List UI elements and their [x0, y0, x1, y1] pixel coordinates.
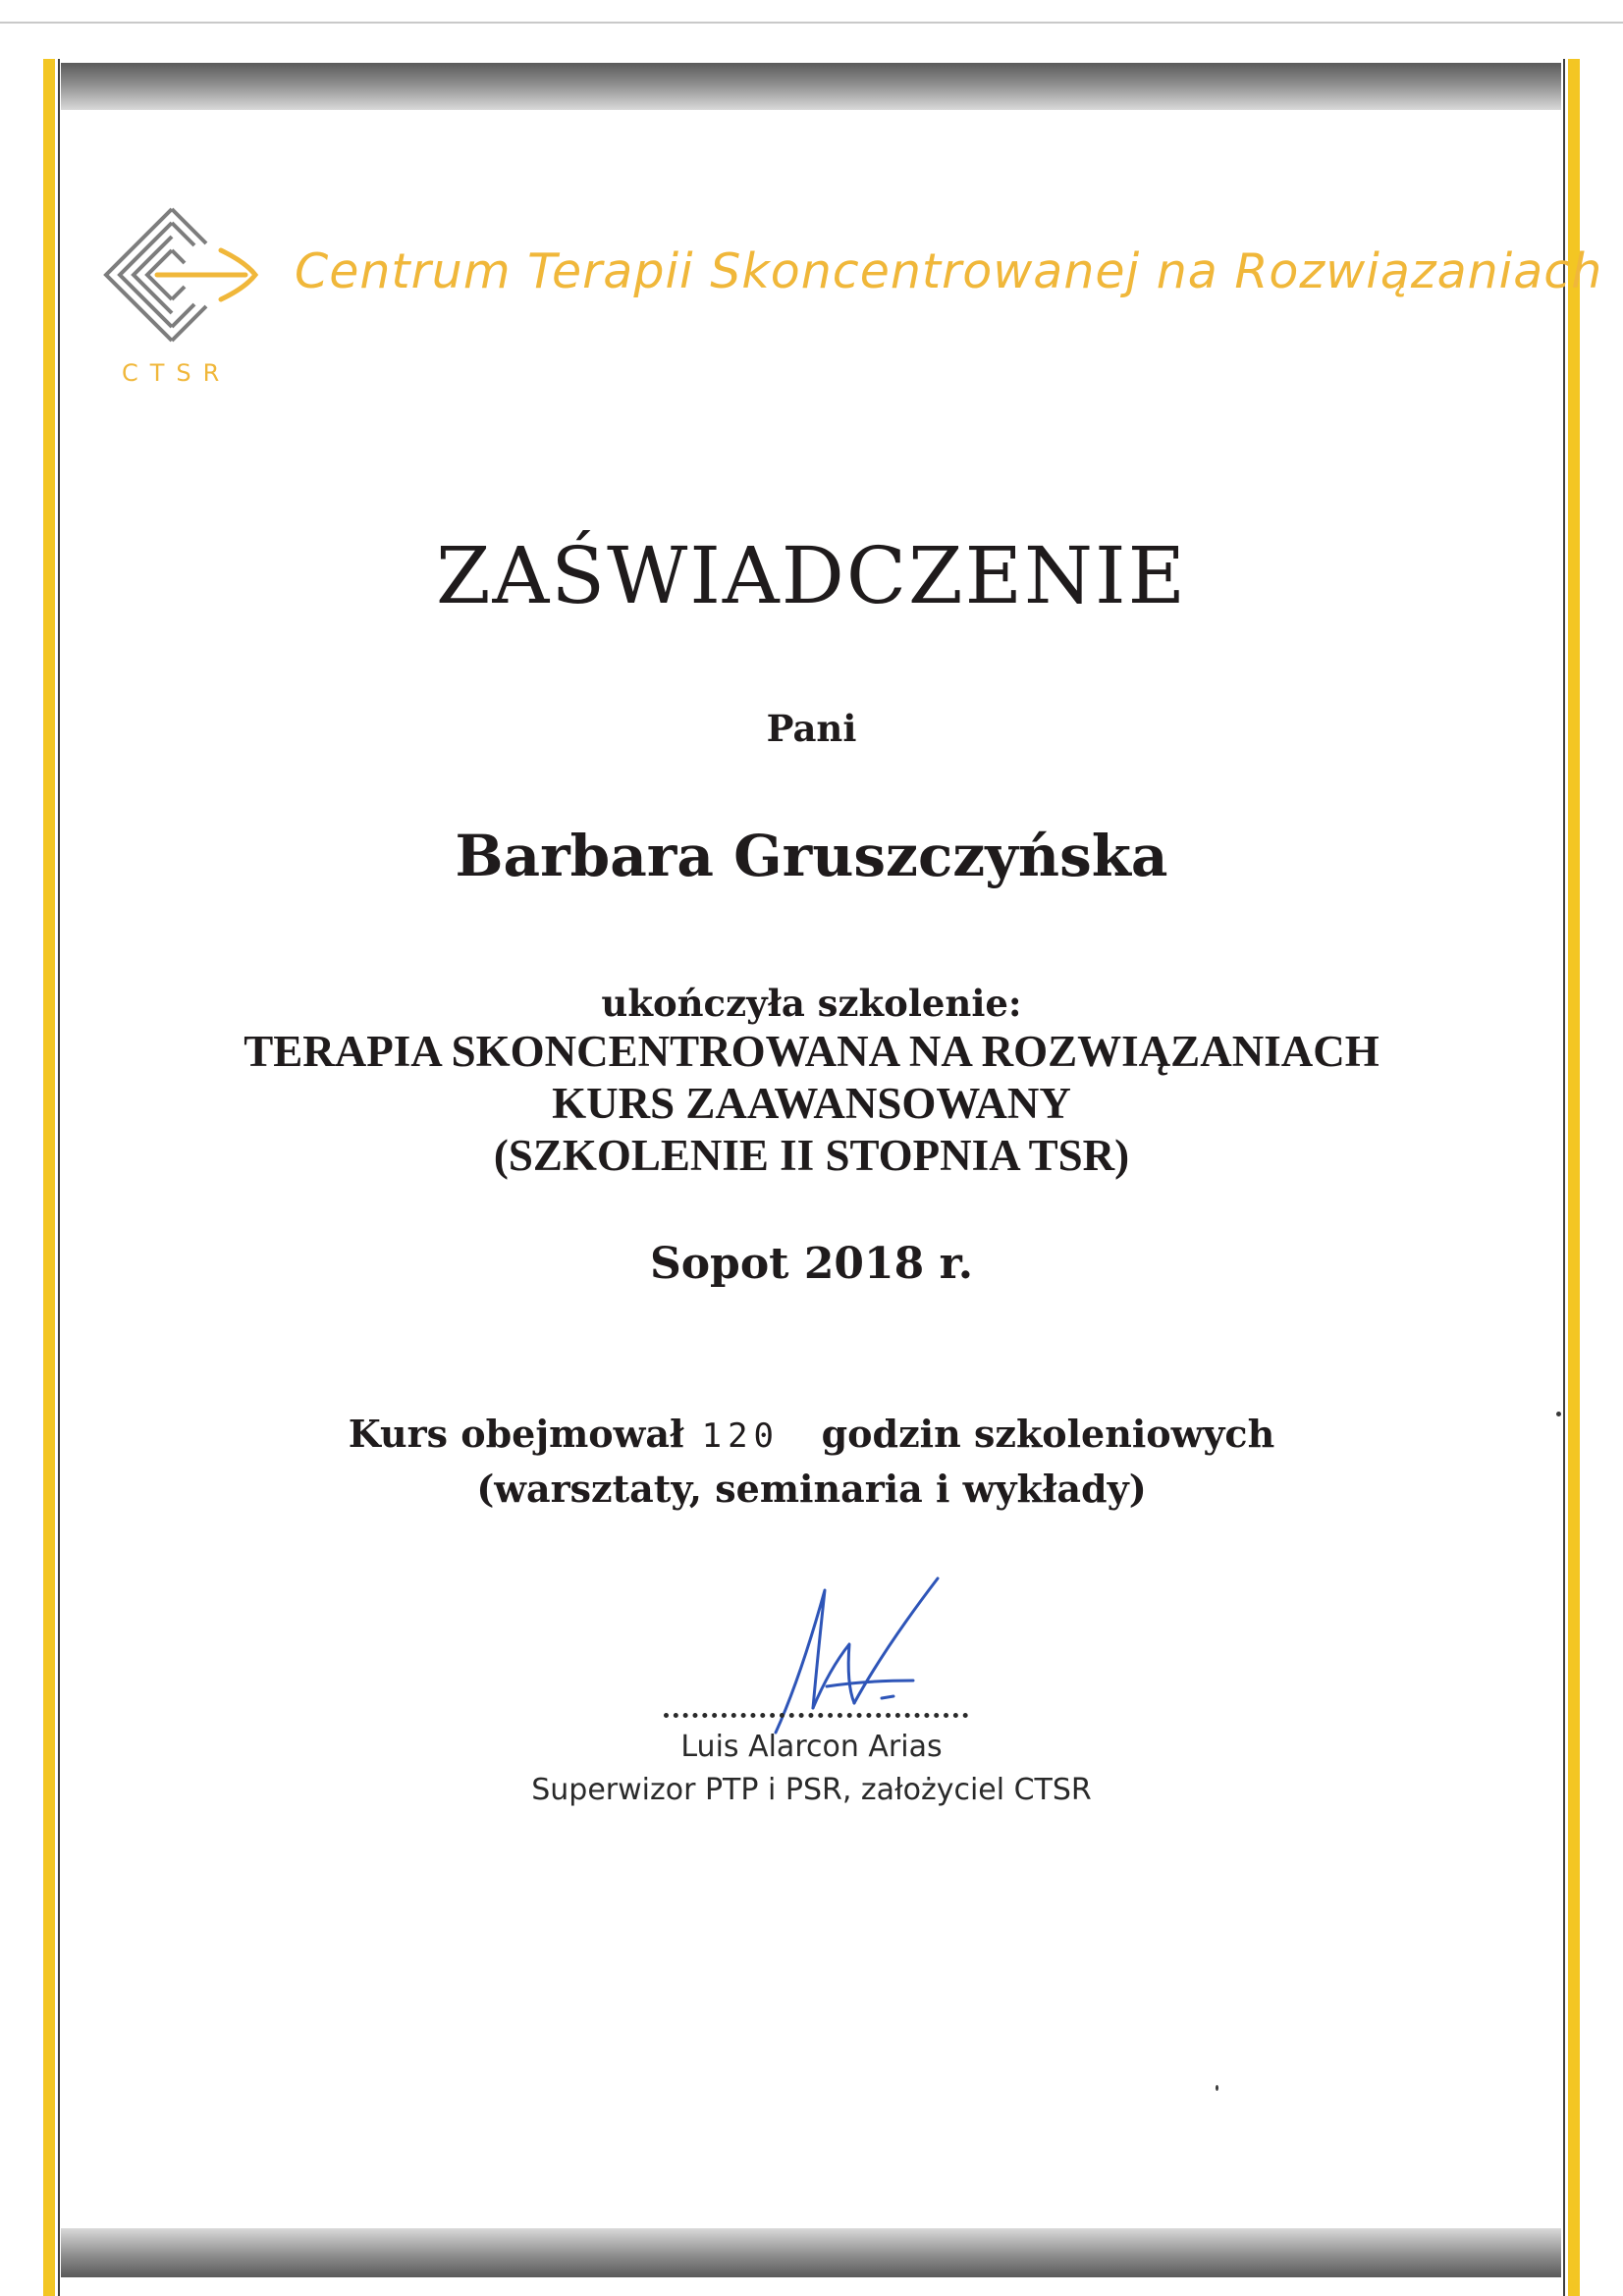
ctsr-logo-icon — [98, 201, 280, 348]
place-and-year: Sopot 2018 r. — [649, 1239, 974, 1289]
recipient-name: Barbara Gruszczyńska — [455, 823, 1168, 889]
salutation: Pani — [766, 707, 857, 750]
hours-prefix: Kurs obejmował — [348, 1412, 684, 1456]
completed-text: ukończyła szkolenie: — [601, 982, 1022, 1025]
certificate-title: ZAŚWIADCZENIE — [435, 530, 1188, 621]
course-degree-line: (SZKOLENIE II STOPNIA TSR) — [493, 1131, 1130, 1180]
hours-value: 120 — [701, 1416, 781, 1456]
top-gray-bar — [61, 63, 1561, 110]
hours-note: (warsztaty, seminaria i wykłady) — [476, 1467, 1147, 1511]
course-hours-line — [0, 1412, 1623, 1456]
scan-speck — [1556, 1412, 1561, 1416]
signature-line — [664, 1713, 968, 1718]
hours-suffix: godzin szkoleniowych — [821, 1412, 1275, 1456]
course-level-line: KURS ZAAWANSOWANY — [552, 1079, 1071, 1128]
logo-acronym: CTSR — [122, 359, 232, 387]
course-name-line: TERAPIA SKONCENTROWANA NA ROZWIĄZANIACH — [243, 1027, 1380, 1076]
bottom-gray-bar — [61, 2228, 1561, 2277]
organization-name: Centrum Terapii Skoncentrowanej na Rozwiązaniach — [295, 243, 1603, 299]
signatory-name: Luis Alarcon Arias — [680, 1730, 943, 1764]
signatory-role: Superwizor PTP i PSR, założyciel CTSR — [531, 1773, 1092, 1807]
scan-top-line — [0, 22, 1623, 24]
scan-speck — [1216, 2085, 1218, 2091]
